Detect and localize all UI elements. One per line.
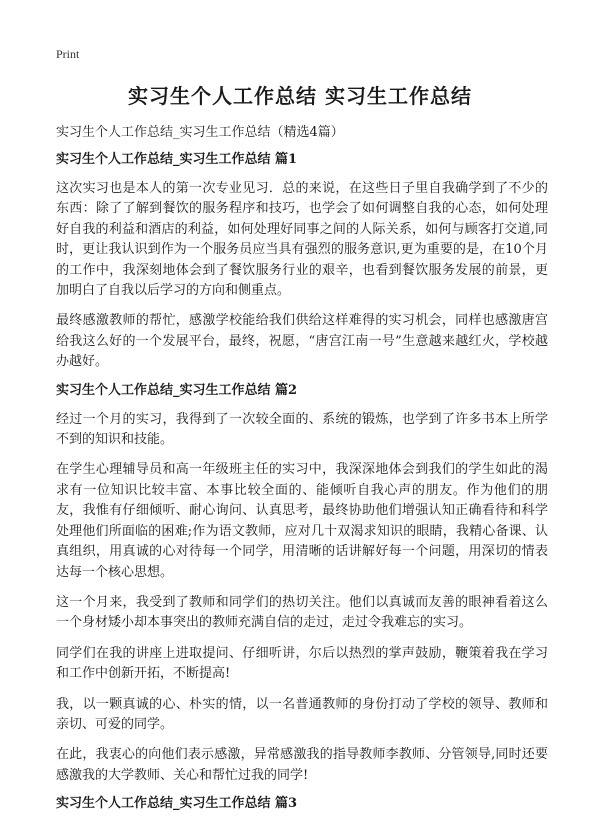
paragraph: 经过一个月的实习，我得到了一次较全面的、系统的锻炼，也学到了许多书本上所学不到的知识和技能。 — [56, 411, 548, 448]
section-heading-3: 实习生个人工作总结_实习生工作总结 篇3 — [56, 796, 298, 812]
paragraph: 最终感激教师的帮忙，感激学校能给我们供给这样难得的实习机会，同样也感激唐宫给我这么好的一个发展平台，最终，祝愿，“唐宫江南一号”生意越来越红火，学校越办越好。 — [56, 313, 548, 370]
paragraph: 这次实习也是本人的第一次专业见习．总的来说，在这些日子里自我确学到了不少的东西：除了了解到餐饮的服务程序和技巧，也学会了如何调整自我的心态，如何处理好自我的利益和酒店的利益，如何处理好同事之间的人际关系，如何与顾客打交道,同时，更让我认识到作为一个服务员应当具有强烈的服务意识,更为重要的是，在10个月的工作中，我深刻地体会到了餐饮服务行业的艰辛，也看到餐饮服务发展的前景，更加明白了自我以后学习的方向和侧重点。 — [56, 181, 548, 299]
document-subtitle: 实习生个人工作总结_实习生工作总结（精选4篇） — [56, 125, 344, 140]
paragraph: 在学生心理辅导员和高一年级班主任的实习中，我深深地体会到我们的学生如此的渴求有一位知识比较丰富、本事比较全面的、能倾听自我心声的朋友。作为他们的朋友，我惟有仔细倾听、耐心询问、认真思考，最终协助他们增强认知正确看待和科学处理他们所面临的困难;作为语文教师，应对几十双渴求知识的眼睛，我精心备课、认真组织，用真诚的心对待每一个同学，用清晰的话讲解好每一个问题，用深切的情表达每一个核心思想。 — [56, 462, 548, 580]
section-heading-2: 实习生个人工作总结_实习生工作总结 篇2 — [56, 382, 298, 398]
print-link[interactable]: Print — [56, 47, 80, 61]
paragraph: 我，以一颗真诚的心、朴实的情，以一名普通教师的身份打动了学校的领导、教师和亲切、可爱的同学。 — [56, 696, 548, 732]
section-heading-1: 实习生个人工作总结_实习生工作总结 篇1 — [56, 152, 298, 167]
document-body — [56, 152, 548, 823]
paragraph: 同学们在我的讲座上进取提问、仔细听讲，尔后以热烈的掌声鼓励，鞭策着我在学习和工作中创新开拓，不断提高! — [56, 645, 548, 682]
paragraph: 在此，我衷心的向他们表示感激，异常感激我的指导教师李教师、分管领导,同时还要感激我的大学教师、关心和帮忙过我的同学! — [56, 747, 548, 783]
paragraph: 这一个月来，我受到了教师和同学们的热切关注。他们以真诚而友善的眼神看着这么一个身材矮小却本事突出的教师充满自信的走过，走过令我难忘的实习。 — [56, 594, 548, 631]
document-title: 实习生个人工作总结 实习生工作总结 — [128, 84, 472, 108]
